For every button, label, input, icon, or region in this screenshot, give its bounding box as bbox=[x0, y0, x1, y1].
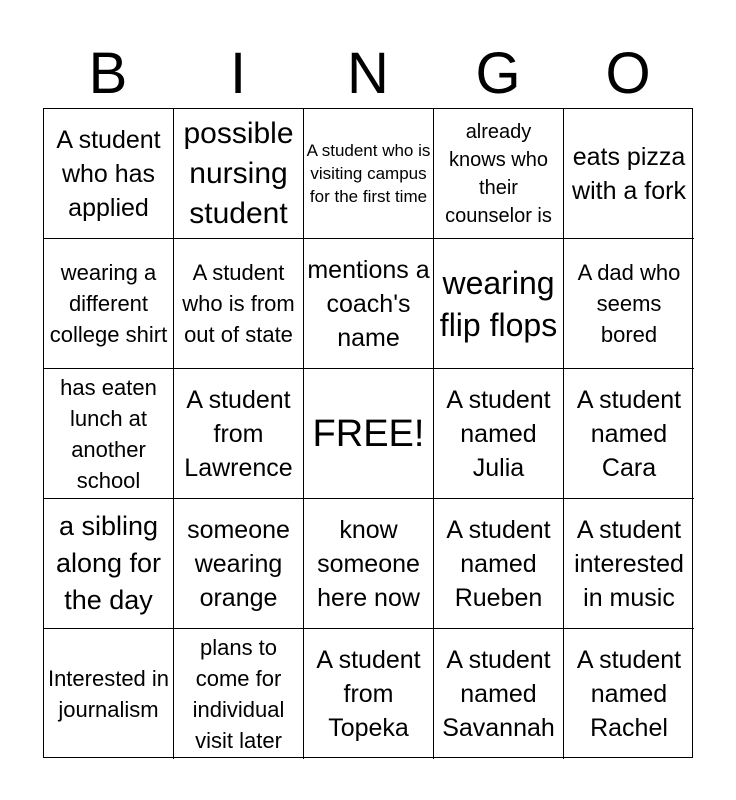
cell-text: A student named Cara bbox=[576, 385, 682, 482]
header-letter-o: O bbox=[605, 41, 651, 106]
bingo-cell-b3 bbox=[44, 369, 174, 499]
bingo-header bbox=[43, 40, 693, 108]
bingo-cell-o3 bbox=[564, 369, 694, 499]
bingo-cell-i1 bbox=[174, 109, 304, 239]
cell-text: A dad who seems bored bbox=[577, 260, 681, 347]
bingo-board bbox=[43, 108, 693, 758]
cell-text: has eaten lunch at another school bbox=[60, 374, 157, 493]
cell-text: eats pizza with a fork bbox=[572, 142, 686, 205]
header-letter-b: B bbox=[88, 41, 128, 106]
bingo-cell-g1 bbox=[434, 109, 564, 239]
cell-text: someone wearing orange bbox=[187, 515, 290, 612]
cell-text: A student who is from out of state bbox=[182, 260, 295, 347]
cell-text: A student named Julia bbox=[446, 385, 551, 482]
bingo-cell-n4 bbox=[304, 499, 434, 629]
cell-text: A student interested in music bbox=[574, 515, 684, 612]
bingo-cell-b2 bbox=[44, 239, 174, 369]
bingo-cell-g3 bbox=[434, 369, 564, 499]
bingo-cell-g5 bbox=[434, 629, 564, 759]
header-letter-n: N bbox=[347, 41, 389, 106]
bingo-cell-i2 bbox=[174, 239, 304, 369]
bingo-cell-g4 bbox=[434, 499, 564, 629]
cell-text: plans to come for individual visit later bbox=[192, 635, 285, 753]
bingo-cell-o5 bbox=[564, 629, 694, 759]
bingo-cell-i4 bbox=[174, 499, 304, 629]
cell-text: possible nursing student bbox=[183, 116, 294, 230]
cell-text: already knows who their counselor is bbox=[445, 120, 552, 227]
bingo-cell-n5 bbox=[304, 629, 434, 759]
bingo-cell-b1 bbox=[44, 109, 174, 239]
cell-text: Interested in journalism bbox=[47, 666, 170, 722]
cell-text: know someone here now bbox=[317, 515, 420, 612]
bingo-cell-n2 bbox=[304, 239, 434, 369]
cell-text: A student who is visiting campus for the first time bbox=[306, 141, 431, 206]
bingo-cell-b5 bbox=[44, 629, 174, 759]
bingo-cell-o1 bbox=[564, 109, 694, 239]
cell-text: A student named Rachel bbox=[576, 646, 682, 742]
free-space: FREE! bbox=[312, 412, 425, 455]
bingo-cell-g2 bbox=[434, 239, 564, 369]
cell-text: A student named Rueben bbox=[446, 515, 551, 612]
bingo-cell-o2 bbox=[564, 239, 694, 369]
cell-text: a sibling along for the day bbox=[55, 511, 162, 615]
bingo-cell-i3 bbox=[174, 369, 304, 499]
cell-text: A student from Topeka bbox=[316, 646, 421, 742]
cell-text: A student who has applied bbox=[56, 125, 161, 222]
cell-text: A student named Savannah bbox=[442, 646, 555, 742]
header-letter-g: G bbox=[475, 41, 521, 106]
cell-text: A student from Lawrence bbox=[184, 385, 293, 482]
bingo-cell-b4 bbox=[44, 499, 174, 629]
bingo-cell-n1 bbox=[304, 109, 434, 239]
cell-text: mentions a coach's name bbox=[307, 255, 430, 352]
cell-text: wearing flip flops bbox=[439, 264, 558, 343]
bingo-cell-i5 bbox=[174, 629, 304, 759]
bingo-cell-o4 bbox=[564, 499, 694, 629]
cell-text: wearing a different college shirt bbox=[49, 260, 168, 347]
header-letter-i: I bbox=[229, 41, 247, 106]
bingo-cell-n3 bbox=[304, 369, 434, 499]
